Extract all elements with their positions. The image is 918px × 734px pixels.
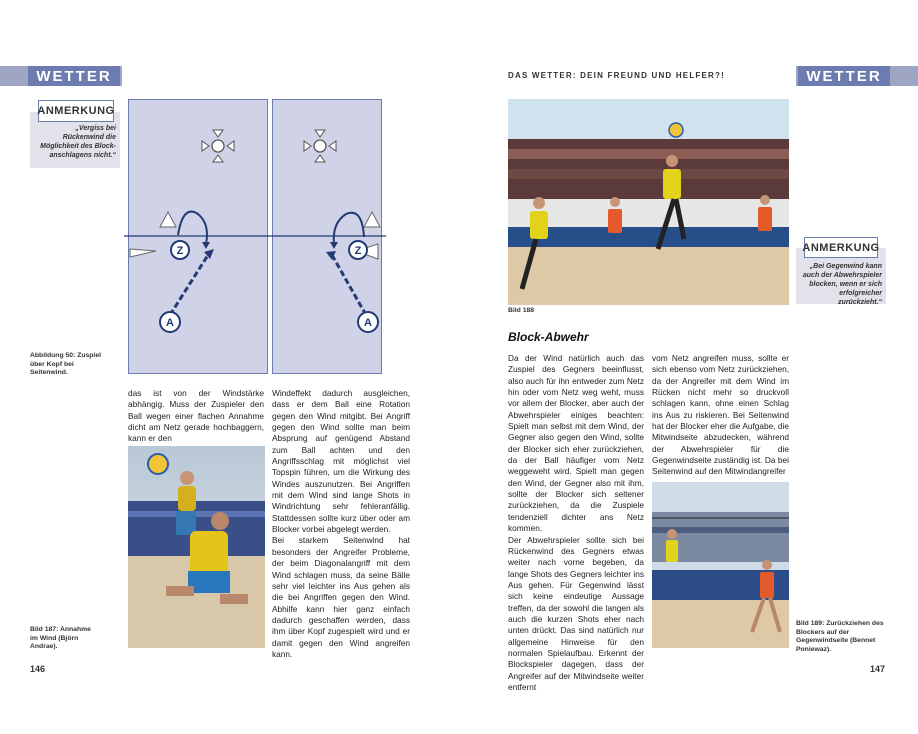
left-column-2: [272, 388, 410, 660]
paragraph: vom Netz angreifen muss, sollte er sich ebenso vom Netz zurückziehen, da der Angreifer mit dem Wind im Rücken nicht mehr so druckvoll schlagen kann, ohne einen Schlag ins Aus zu riskieren. Bei Seitenwind hat der Blocker eher die Aufgabe, die Mitwindseite abzudecken, während der Abwehrspieler für die Gegenwindseite zuständig ist. Da bei Seitenwind auf den Mitwindangreifer: [652, 353, 789, 477]
diagram-overlay: [128, 99, 382, 374]
right-header-title: WETTER: [798, 66, 890, 86]
paragraph: Der Abwehrspieler sollte sich bei Rückenwind des Gegners etwas weiter nach vorne begeben, da lange Shots des Gegners leichter ins Aus gehen. Für Gegenwind lässt sich keine eindeutige Aussage treffen, da der sowohl die langen als auch die kurzen Shots eher nach unten drückt. Das sind natürlich nur allgemeine Hinweise für den normalen Spielaufbau. Erkennt der Blockspieler dagegen, dass der Angreifer auf der Mitwindseite weiter entfernt: [508, 534, 644, 692]
wind-arrows-icon-left: [202, 130, 234, 162]
set-arc-right: [334, 213, 364, 244]
photo-188-caption: Bild 188: [508, 307, 535, 314]
court-diagram: [128, 99, 382, 374]
left-column-1: [128, 388, 264, 445]
paragraph: Da der Wind natürlich auch das Zuspiel des Gegners beeinflusst, also auch für ihn entweder zum Netz hin oder vom Netz weg weht, muss vor allem der Blocker, aber auch der Abwehrspieler einiges beachten: Spielt man selbst mit dem Wind, der Gegner also gegen den Wind, sollte der Blocker sich eher zurückziehen, da der Ball häufiger vom Netz weggeweht wird. Spielt man gegen den Wind, der Gegner also mit ihm, sollte der Blocker sich seltener zurückziehen, da die Zuspiele tendenziell dichter ans Netz kommen.: [508, 353, 644, 534]
right-column-1: [508, 353, 644, 693]
photo-187-image: [128, 446, 265, 648]
left-note-title: ANMERKUNG: [38, 100, 114, 122]
right-column-2: [652, 353, 789, 478]
right-note-text: „Bei Gegenwind kann auch der Abwehrspieler blocken, wenn er sich erfolgreicher zurückzieht.“: [802, 263, 882, 306]
player-a-right-label: A: [364, 317, 372, 329]
triangle-marker: [160, 212, 176, 227]
pass-arrow-right: [332, 255, 366, 315]
left-header-title: WETTER: [28, 66, 120, 86]
wind-arrows-icon-right: [304, 130, 336, 162]
section-heading: Block-Abwehr: [508, 330, 589, 344]
photo-187-beach-reception: [128, 446, 265, 648]
photo-187-caption: Bild 187: Annahme im Wind (Björn Andrae).: [30, 626, 91, 650]
paragraph: Windeffekt dadurch ausgleichen, dass er dem Ball eine Rotation gegen den Wind mitgibt. Bei Angriff gegen den Wind sollte man beim Absprung auf genügend Abstand zum Ball achten und den Angriffsschlag mit möglichst viel Topspin führen, um die Wirkung des Windes auszunutzen. Bei Angriffen mit dem Wind sind lange Shots in Windrichtung sehr fehleranfällig. Stattdessen sollte kurz über oder am Blocker vorbei abgelegt werden.: [272, 388, 410, 535]
diagram-caption: Abbildung 50: Zuspiel über Kopf bei Seitenwind.: [30, 352, 101, 376]
player-a-left-label: A: [166, 317, 174, 329]
paragraph: das ist von der Windstärke abhängig. Muss der Zuspieler den Ball wegen einer flachen Annahme dicht am Netz gerade hochbaggern, kann er den: [128, 388, 264, 444]
left-note-text: „Vergiss bei Rückenwind die Möglichkeit des Block-anschlagens nicht.“: [40, 125, 116, 159]
player-z-right-label: Z: [354, 245, 362, 257]
photo-188-block-jump: [508, 99, 789, 305]
player-z-left-label: Z: [176, 245, 184, 257]
triangle-marker: [130, 249, 156, 257]
paragraph: Bei starkem Seitenwind hat besonders der Angreifer Probleme, der beim Diagonalangriff mit dem Wind schlagen muss, da seine Bälle sehr viel leichter ins Aus gehen als die bei Angriffen gegen den Wind. Abhilfe kann hier ganz einfach dadurch geschaffen werden, dass ihm über Kopf zugespielt wird und er damit gegen den Wind angreifen kann.: [272, 535, 410, 659]
right-page-number: 147: [870, 664, 886, 674]
pass-arrow-left: [170, 255, 208, 315]
set-arc-left: [178, 212, 207, 244]
right-note-title: ANMERKUNG: [804, 237, 878, 258]
photo-189-blocker: [652, 482, 789, 648]
photo-189-caption: Bild 189: Zurückziehen des Blockers auf der Gegenwindseite (Bennet Poniewaz).: [796, 620, 884, 653]
running-head: DAS WETTER: DEIN FREUND UND HELFER?!: [508, 71, 725, 80]
photo-188-image: [508, 99, 789, 305]
triangle-marker: [364, 212, 380, 227]
photo-189-image: [652, 482, 789, 648]
left-page-number: 146: [30, 664, 46, 674]
